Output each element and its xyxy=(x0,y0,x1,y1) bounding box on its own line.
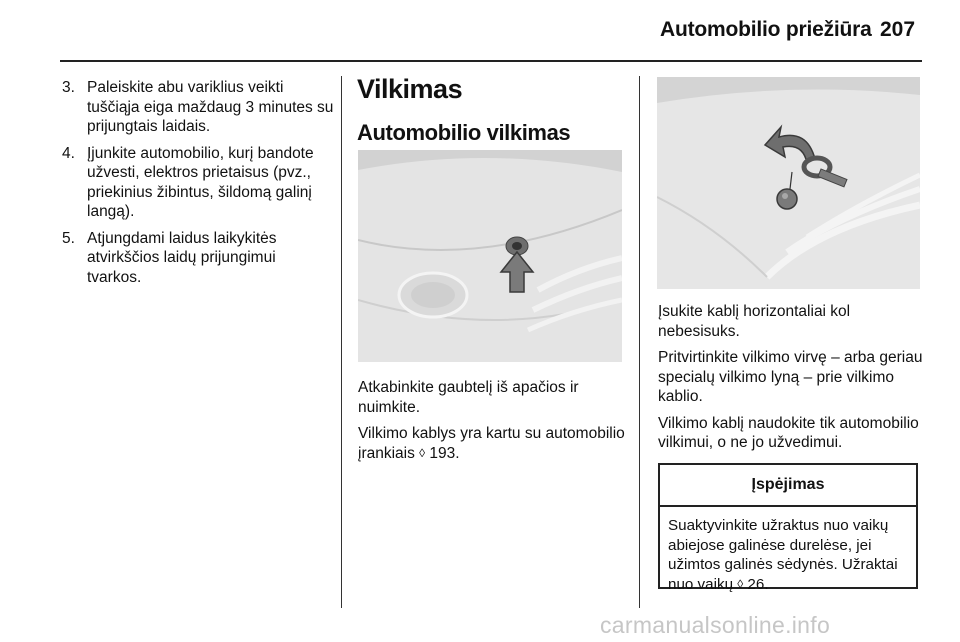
warning-box xyxy=(658,463,918,593)
step-text: Atjungdami laidus laikykitės atvirkščios laidų prijungimui tvarkos. xyxy=(87,229,277,286)
tow-eye-installation-illustration xyxy=(657,77,920,289)
warning-text: Suaktyvinkite užraktus nuo vaikų abiejose galinėse durelėse, jei užimtos galinės sėdynės. Užraktai nuo vaikų xyxy=(668,517,898,593)
header-rule xyxy=(60,60,922,62)
warning-title: Įspėjimas xyxy=(660,465,916,507)
running-header-title: Automobilio priežiūra xyxy=(660,18,872,41)
step-text: Paleiskite abu variklius veikti tuščiąja eiga maždaug 3 minutes su prijungtais laidais. xyxy=(87,79,334,135)
warning-body xyxy=(660,507,916,594)
page-reference: 193. xyxy=(429,444,460,462)
paragraph: Vilkimo kablį naudokite tik automobilio vilkimui, o ne jo užvedimui. xyxy=(658,414,919,451)
page-reference-arrow-icon: ◊ xyxy=(737,576,744,591)
left-column xyxy=(62,78,334,294)
step-number: 5. xyxy=(62,229,75,247)
column-divider-right xyxy=(639,76,640,608)
paragraph: Atkabinkite gaubtelį iš apačios ir nuimkite. xyxy=(358,379,579,416)
page-reference-arrow-icon: ◊ xyxy=(419,445,426,460)
middle-column-text xyxy=(358,378,630,470)
section-subheading: Automobilio vilkimas xyxy=(357,120,571,145)
middle-column-headings xyxy=(357,74,629,146)
tow-eye-cover-illustration xyxy=(358,150,622,362)
paragraph: Pritvirtinkite vilkimo virvę – arba geriau specialų vilkimo lyną – prie vilkimo kablio. xyxy=(658,349,923,405)
step-item xyxy=(62,144,334,222)
step-text: Įjunkite automobilio, kurį bandote užvesti, elektros prietaisus (pvz., priekinius žibintus, šildomą galinį langą). xyxy=(87,144,314,220)
right-column-text xyxy=(658,302,930,460)
step-number: 3. xyxy=(62,79,75,96)
step-number: 4. xyxy=(62,144,75,162)
page-reference: 26. xyxy=(747,575,769,593)
paragraph-text: Vilkimo kablys yra kartu su automobilio įrankiais xyxy=(358,425,625,462)
page-number: 207 xyxy=(880,18,916,41)
paragraph xyxy=(358,424,630,463)
step-list xyxy=(62,78,334,287)
step-item xyxy=(62,229,334,288)
section-heading: Vilkimas xyxy=(357,74,463,104)
paragraph: Įsukite kablį horizontaliai kol nebesisuks. xyxy=(658,303,851,340)
watermark: carmanualsonline.info xyxy=(600,612,831,638)
step-item xyxy=(62,78,334,137)
column-divider-left xyxy=(341,76,342,608)
